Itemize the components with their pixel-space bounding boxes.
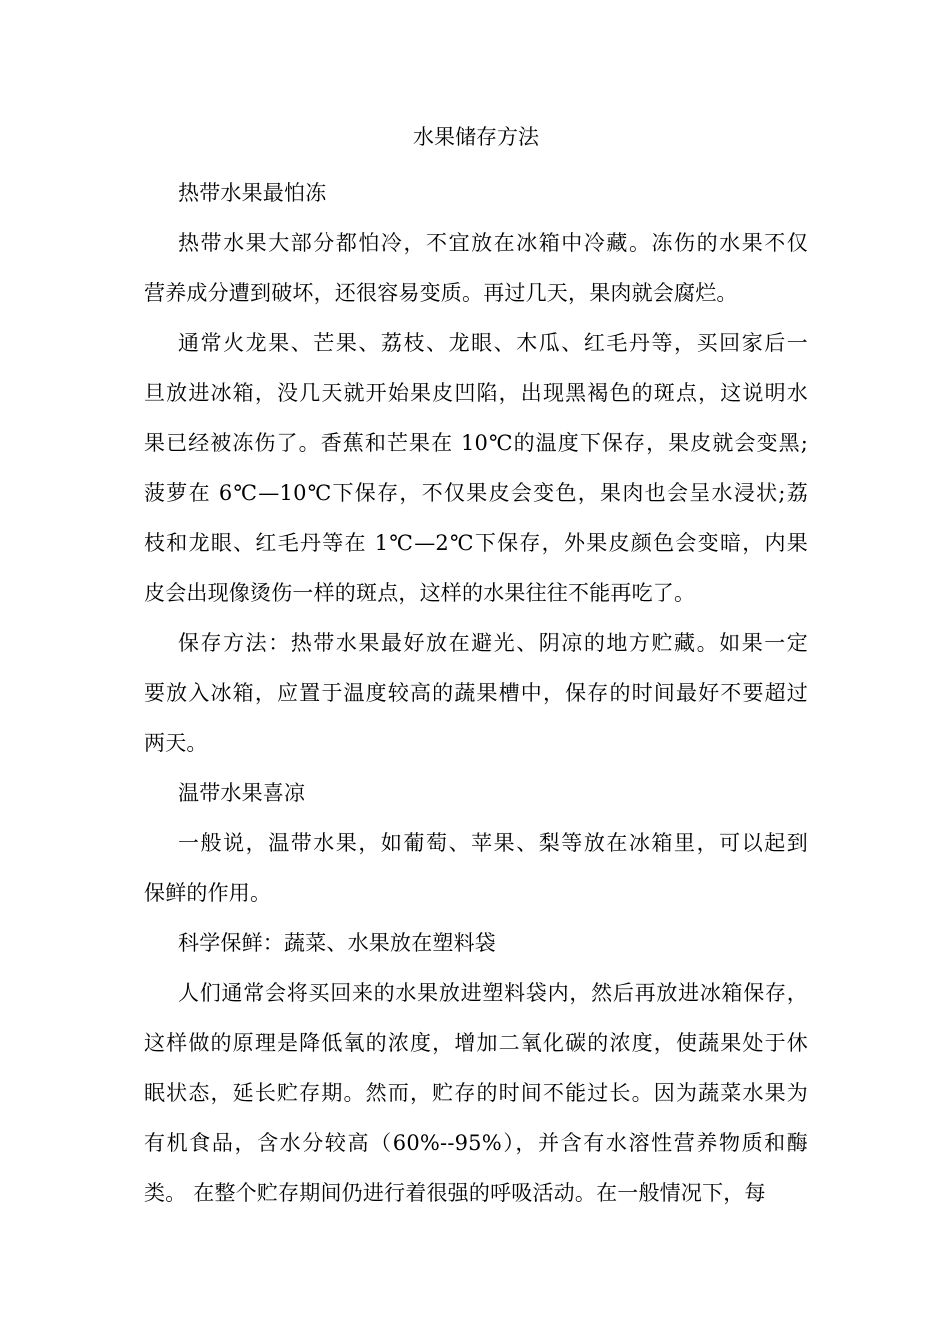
paragraph-line: 果已经被冻伤了。香蕉和芒果在 10℃的温度下保存，果皮就会变黑;	[144, 431, 808, 455]
paragraph-line: 旦放进冰箱，没几天就开始果皮凹陷，出现黑褐色的斑点，这说明水	[144, 381, 808, 405]
paragraph-line: 有机食品，含水分较高（60%--95%），并含有水溶性营养物质和酶	[144, 1131, 808, 1155]
paragraph-line: 菠萝在 6℃—10℃下保存，不仅果皮会变色，果肉也会呈水浸状;荔	[144, 481, 808, 505]
paragraph	[144, 768, 808, 818]
paragraph-line: 保鲜的作用。	[144, 881, 272, 905]
paragraph-line: 热带水果最怕冻	[178, 181, 327, 205]
paragraph	[144, 168, 808, 218]
paragraph-line: 热带水果大部分都怕冷，不宜放在冰箱中冷藏。冻伤的水果不仅	[178, 231, 808, 255]
paragraph-line: 枝和龙眼、红毛丹等在 1℃—2℃下保存，外果皮颜色会变暗，内果	[144, 531, 808, 555]
paragraph	[144, 218, 808, 318]
paragraph-line: 类。 在整个贮存期间仍进行着很强的呼吸活动。在一般情况下，每	[144, 1181, 766, 1205]
paragraph-line: 一般说，温带水果，如葡萄、苹果、梨等放在冰箱里，可以起到	[178, 831, 808, 855]
paragraph-line: 眠状态，延长贮存期。然而，贮存的时间不能过长。因为蔬菜水果为	[144, 1081, 808, 1105]
paragraph-line: 两天。	[144, 731, 208, 755]
paragraph	[144, 318, 808, 618]
paragraph	[144, 918, 808, 968]
document-body	[144, 168, 808, 1218]
paragraph-line: 皮会出现像烫伤一样的斑点，这样的水果往往不能再吃了。	[144, 581, 696, 605]
paragraph-line: 保存方法：热带水果最好放在避光、阴凉的地方贮藏。如果一定	[178, 631, 808, 655]
paragraph	[144, 618, 808, 768]
document-page	[144, 118, 808, 1218]
paragraph-line: 人们通常会将买回来的水果放进塑料袋内，然后再放进冰箱保存，	[178, 981, 808, 1005]
paragraph-line: 这样做的原理是降低氧的浓度，增加二氧化碳的浓度，使蔬果处于休	[144, 1031, 808, 1055]
paragraph	[144, 818, 808, 918]
paragraph-line: 要放入冰箱，应置于温度较高的蔬果槽中，保存的时间最好不要超过	[144, 681, 808, 705]
document-title: 水果储存方法	[413, 125, 539, 149]
paragraph-line: 温带水果喜凉	[178, 781, 306, 805]
paragraph-line: 通常火龙果、芒果、荔枝、龙眼、木瓜、红毛丹等，买回家后一	[178, 331, 808, 355]
paragraph	[144, 968, 808, 1218]
paragraph-line: 营养成分遭到破坏，还很容易变质。再过几天，果肉就会腐烂。	[144, 281, 738, 305]
paragraph-line: 科学保鲜：蔬菜、水果放在塑料袋	[178, 931, 496, 955]
